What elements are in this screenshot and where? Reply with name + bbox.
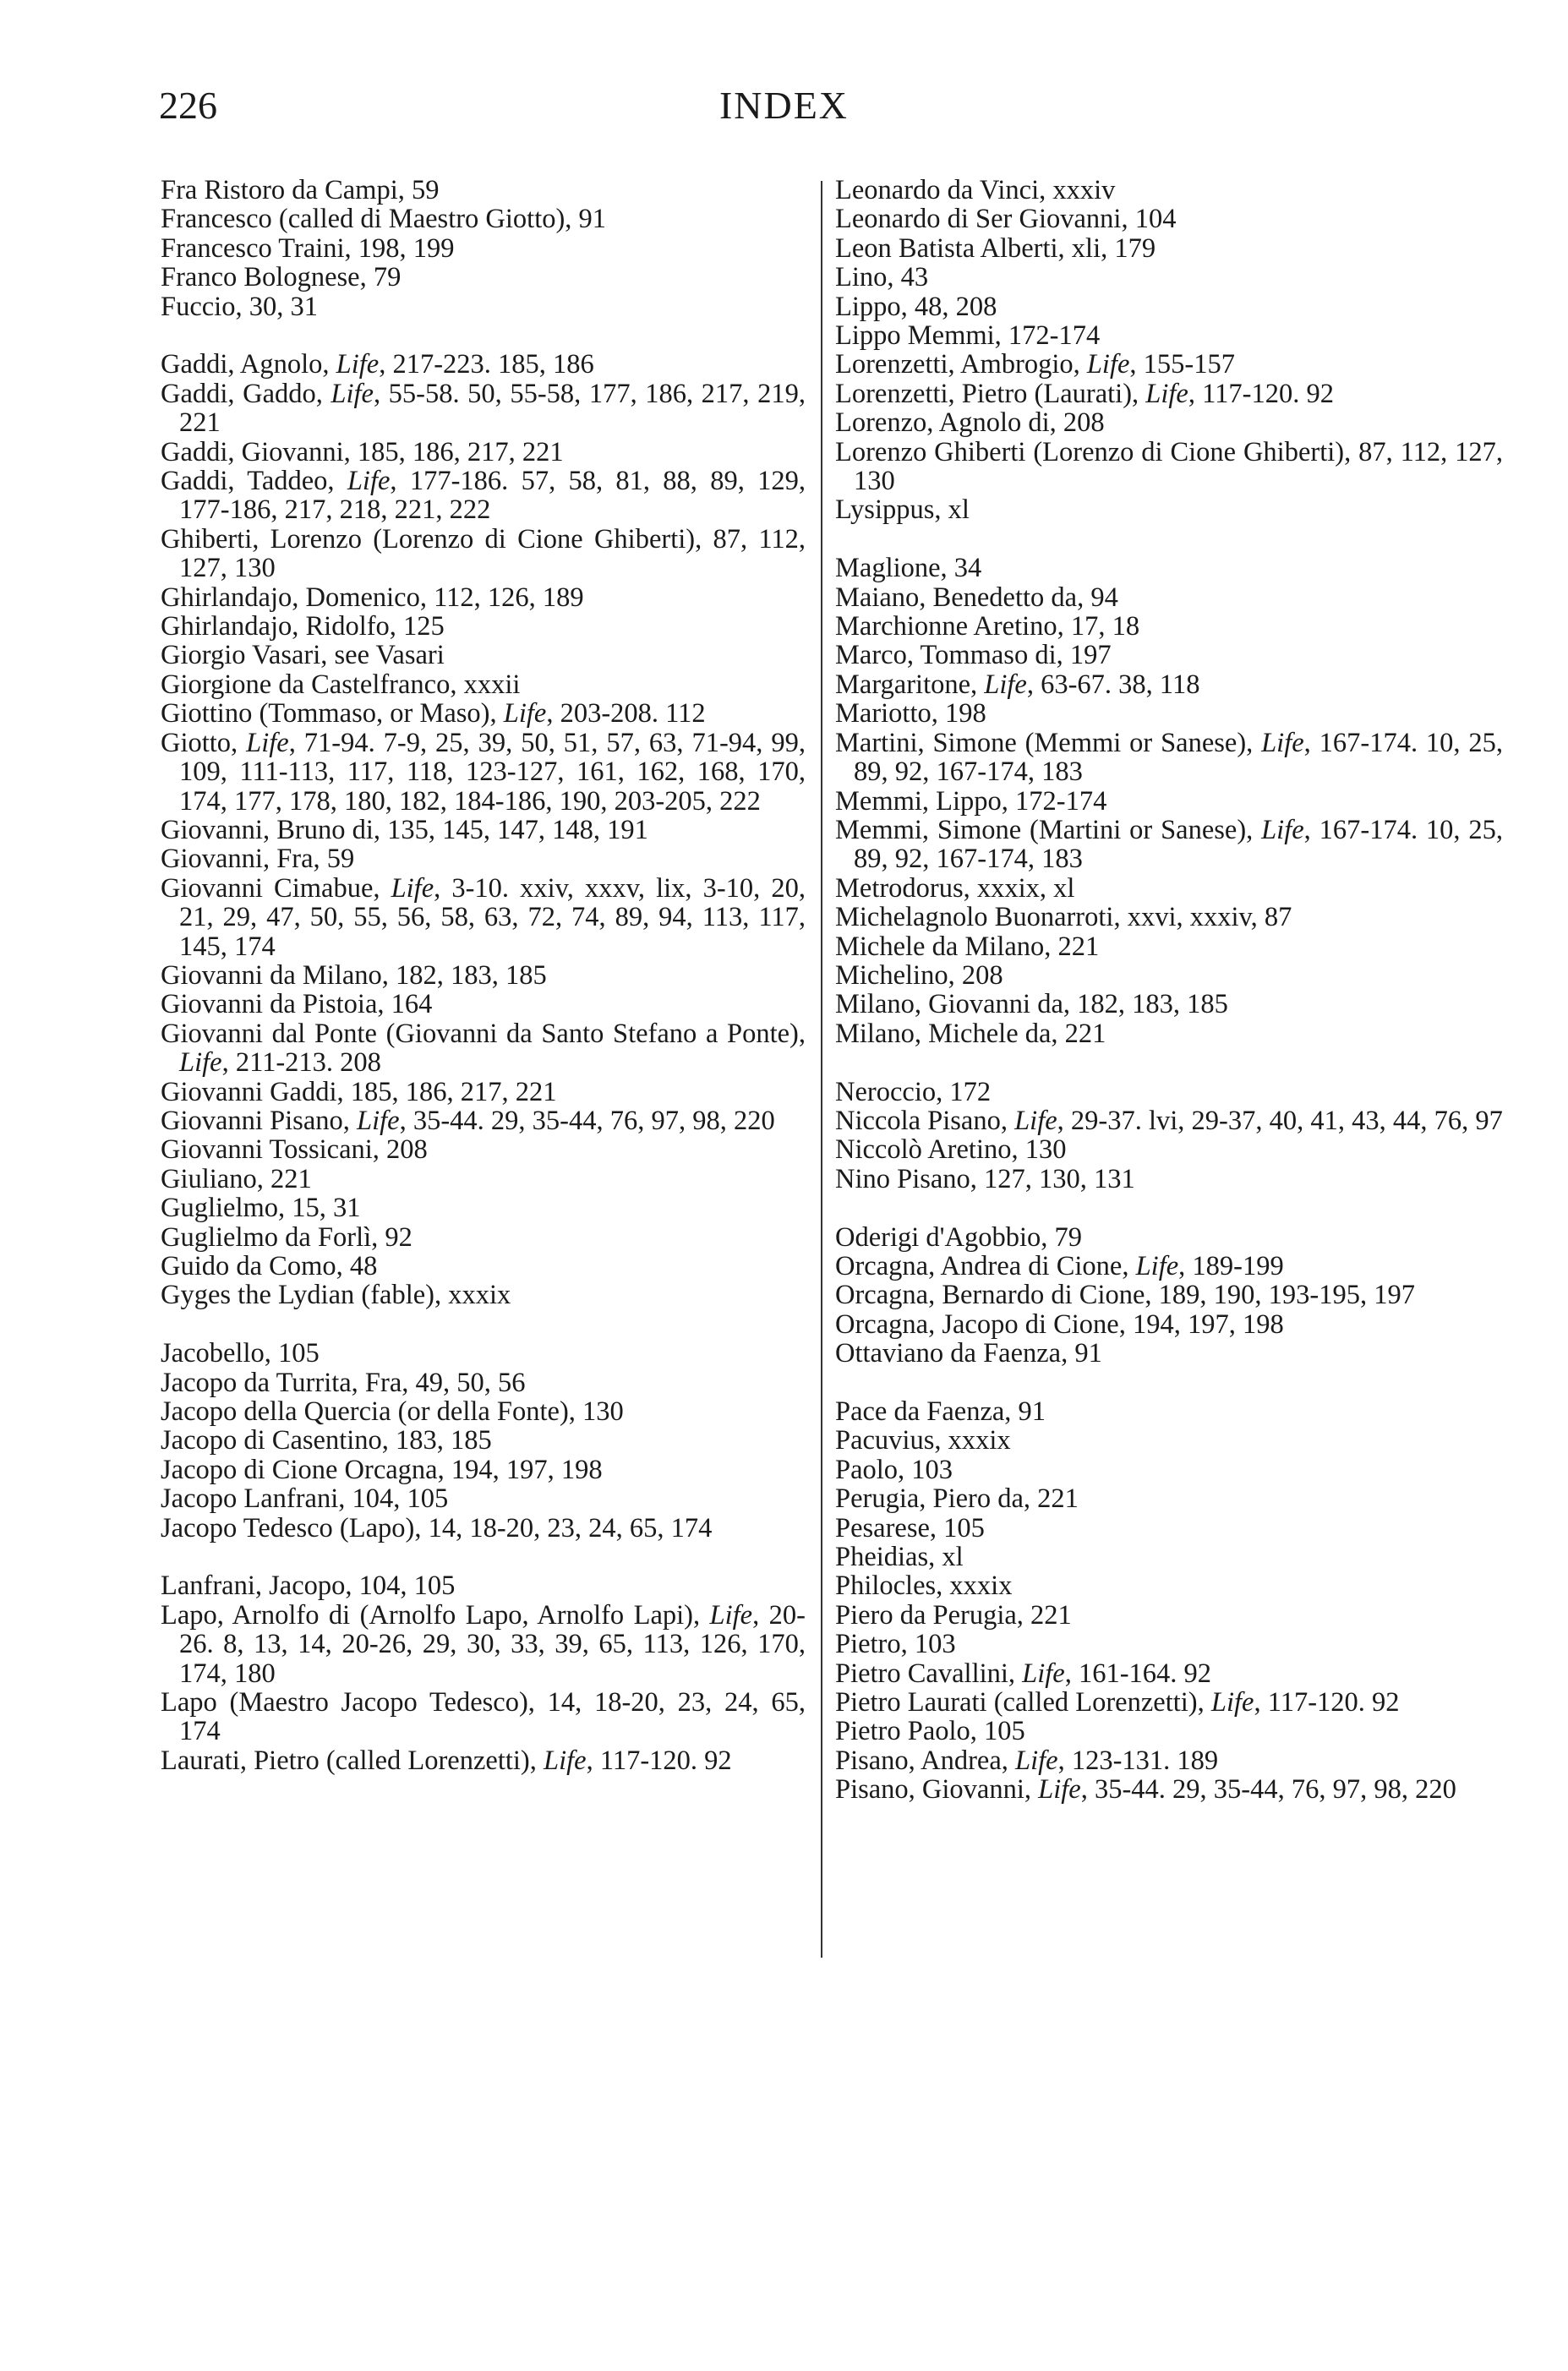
index-entry: Mariotto, 198 <box>835 698 986 729</box>
index-entry: Pacuvius, xxxix <box>835 1425 1011 1456</box>
index-entry: Giuliano, 221 <box>161 1163 312 1194</box>
index-entry: Pietro Cavallini, Life, 161-164. 92 <box>835 1658 1212 1689</box>
index-entry: Leonardo da Vinci, xxxiv <box>835 175 1116 205</box>
index-entry: Pietro Laurati (called Lorenzetti), Life, 117-120. 92 <box>835 1687 1400 1718</box>
index-entry: Piero da Perugia, 221 <box>835 1599 1072 1631</box>
index-entry: Niccolò Aretino, 130 <box>835 1134 1067 1166</box>
index-entry: Franco Bolognese, 79 <box>161 262 402 293</box>
index-entry: Orcagna, Bernardo di Cione, 189, 190, 193-195, 197 <box>835 1280 1415 1311</box>
index-entry: Gaddi, Agnolo, Life, 217-223. 185, 186 <box>161 349 594 380</box>
index-entry: Laurati, Pietro (called Lorenzetti), Life, 117-120. 92 <box>161 1745 732 1776</box>
index-entry: Niccola Pisano, Life, 29-37. lvi, 29-37, 40, 41, 43, 44, 76, 97 <box>835 1105 1503 1136</box>
page-title: INDEX <box>718 84 850 127</box>
index-entry: Francesco (called di Maestro Giotto), 91 <box>161 204 607 235</box>
index-entry: Orcagna, Andrea di Cione, Life, 189-199 <box>835 1250 1284 1281</box>
index-entry: Leon Batista Alberti, xli, 179 <box>835 232 1156 264</box>
index-entry: Maiano, Benedetto da, 94 <box>835 582 1118 613</box>
index-entry: Marco, Tommaso di, 197 <box>835 640 1112 671</box>
index-entry: Memmi, Simone (Martini or Sanese), Life, 167-174. 10, 25, 89, 92, 167-174, 183 <box>835 814 1504 875</box>
index-entry: Pisano, Andrea, Life, 123-131. 189 <box>835 1745 1219 1776</box>
index-entry: Pietro, 103 <box>835 1629 956 1660</box>
index-entry: Ghiberti, Lorenzo (Lorenzo di Cione Ghiberti), 87, 112, 127, 130 <box>161 523 806 584</box>
index-entry: Michele da Milano, 221 <box>835 931 1100 962</box>
index-entry: Jacopo Lanfrani, 104, 105 <box>161 1483 449 1515</box>
index-entry: Fuccio, 30, 31 <box>161 291 318 322</box>
index-entry: Lapo (Maestro Jacopo Tedesco), 14, 18-20, 23, 24, 65, 174 <box>161 1687 806 1747</box>
index-entry: Lorenzetti, Ambrogio, Life, 155-157 <box>835 349 1235 380</box>
index-entry: Giorgione da Castelfranco, xxxii <box>161 669 521 700</box>
index-entry: Fra Ristoro da Campi, 59 <box>161 175 440 205</box>
index-entry: Gyges the Lydian (fable), xxxix <box>161 1280 511 1311</box>
index-entry: Ottaviano da Faenza, 91 <box>835 1338 1102 1369</box>
index-entry: Pheidias, xl <box>835 1542 964 1573</box>
index-entry: Nino Pisano, 127, 130, 131 <box>835 1163 1135 1194</box>
index-entry: Jacobello, 105 <box>161 1338 320 1369</box>
group-spacer <box>835 525 1503 554</box>
index-entry: Jacopo Tedesco (Lapo), 14, 18-20, 23, 24, 65, 174 <box>161 1512 713 1543</box>
index-entry: Guglielmo da Forlì, 92 <box>161 1221 412 1253</box>
index-entry: Ghirlandajo, Ridolfo, 125 <box>161 611 445 642</box>
index-entry: Gaddi, Taddeo, Life, 177-186. 57, 58, 81, 88, 89, 129, 177-186, 217, 218, 221, 222 <box>161 466 806 526</box>
index-entry: Margaritone, Life, 63-67. 38, 118 <box>835 669 1200 700</box>
index-entry: Giovanni dal Ponte (Giovanni da Santo Stefano a Ponte), Life, 211-213. 208 <box>161 1018 806 1079</box>
index-entry: Jacopo di Cione Orcagna, 194, 197, 198 <box>161 1454 603 1485</box>
index-entry: Marchionne Aretino, 17, 18 <box>835 611 1140 642</box>
index-entry: Gaddi, Gaddo, Life, 55-58. 50, 55-58, 177, 186, 217, 219, 221 <box>161 378 806 439</box>
index-column-left <box>161 176 806 1775</box>
index-entry: Giorgio Vasari, see Vasari <box>161 640 445 671</box>
index-entry: Lippo Memmi, 172-174 <box>835 320 1101 352</box>
page-number: 226 <box>159 84 217 127</box>
index-entry: Giovanni Cimabue, Life, 3-10. xxiv, xxxv, lix, 3-10, 20, 21, 29, 47, 50, 55, 56, 58, 63, 72, 74, 89, 94, 113, 117, 145, 174 <box>161 872 806 962</box>
index-entry: Pisano, Giovanni, Life, 35-44. 29, 35-44, 76, 97, 98, 220 <box>835 1774 1456 1806</box>
column-divider <box>821 181 822 1958</box>
index-entry: Jacopo da Turrita, Fra, 49, 50, 56 <box>161 1367 526 1398</box>
index-entry: Paolo, 103 <box>835 1454 953 1485</box>
group-spacer <box>161 321 806 350</box>
index-entry: Leonardo di Ser Giovanni, 104 <box>835 204 1177 235</box>
index-entry: Lysippus, xl <box>835 494 970 526</box>
index-entry: Giovanni Tossicani, 208 <box>161 1134 428 1166</box>
index-entry: Giotto, Life, 71-94. 7-9, 25, 39, 50, 51, 57, 63, 71-94, 99, 109, 111-113, 117, 118, 123-127, 161, 162, 168, 170, 174, 177, 178, 180, 182, 184-186, 190, 203-205, 222 <box>161 727 806 817</box>
index-entry: Lorenzo, Agnolo di, 208 <box>835 407 1105 439</box>
index-entry: Gaddi, Giovanni, 185, 186, 217, 221 <box>161 436 564 467</box>
index-entry: Lippo, 48, 208 <box>835 291 997 322</box>
index-entry: Pace da Faenza, 91 <box>835 1396 1046 1427</box>
index-entry: Neroccio, 172 <box>835 1076 992 1107</box>
index-entry: Perugia, Piero da, 221 <box>835 1483 1079 1515</box>
index-entry: Giovanni, Fra, 59 <box>161 844 355 875</box>
index-entry: Pietro Paolo, 105 <box>835 1716 1025 1747</box>
index-entry: Giottino (Tommaso, or Maso), Life, 203-208. 112 <box>161 698 706 729</box>
index-entry: Michelino, 208 <box>835 959 1003 991</box>
index-entry: Guglielmo, 15, 31 <box>161 1193 361 1224</box>
group-spacer <box>835 1369 1503 1397</box>
index-entry: Giovanni da Milano, 182, 183, 185 <box>161 959 547 991</box>
index-entry: Lorenzetti, Pietro (Laurati), Life, 117-120. 92 <box>835 378 1334 409</box>
index-entry: Pesarese, 105 <box>835 1512 985 1543</box>
index-entry: Giovanni, Bruno di, 135, 145, 147, 148, 191 <box>161 814 648 845</box>
index-entry: Guido da Como, 48 <box>161 1251 378 1282</box>
index-entry: Oderigi d'Agobbio, 79 <box>835 1221 1083 1253</box>
index-entry: Giovanni Gaddi, 185, 186, 217, 221 <box>161 1076 557 1107</box>
index-entry: Metrodorus, xxxix, xl <box>835 872 1075 904</box>
index-entry: Memmi, Lippo, 172-174 <box>835 785 1107 817</box>
index-entry: Martini, Simone (Memmi or Sanese), Life, 167-174. 10, 25, 89, 92, 167-174, 183 <box>835 727 1504 788</box>
index-entry: Jacopo di Casentino, 183, 185 <box>161 1425 492 1456</box>
group-spacer <box>835 1194 1503 1222</box>
index-entry: Lorenzo Ghiberti (Lorenzo di Cione Ghiberti), 87, 112, 127, 130 <box>835 436 1503 497</box>
group-spacer <box>161 1543 806 1571</box>
index-entry: Lino, 43 <box>835 262 929 293</box>
index-column-right <box>835 176 1503 1805</box>
index-entry: Ghirlandajo, Domenico, 112, 126, 189 <box>161 582 584 613</box>
index-entry: Lanfrani, Jacopo, 104, 105 <box>161 1571 456 1602</box>
index-entry: Michelagnolo Buonarroti, xxvi, xxxiv, 87 <box>835 902 1292 933</box>
group-spacer <box>835 1048 1503 1077</box>
index-entry: Jacopo della Quercia (or della Fonte), 130 <box>161 1396 624 1428</box>
index-entry: Milano, Michele da, 221 <box>835 1018 1106 1049</box>
index-entry: Giovanni Pisano, Life, 35-44. 29, 35-44, 76, 97, 98, 220 <box>161 1105 775 1136</box>
index-entry: Milano, Giovanni da, 182, 183, 185 <box>835 989 1228 1020</box>
index-entry: Maglione, 34 <box>835 553 982 584</box>
group-spacer <box>161 1310 806 1339</box>
index-entry: Francesco Traini, 198, 199 <box>161 232 455 264</box>
index-entry: Lapo, Arnolfo di (Arnolfo Lapo, Arnolfo Lapi), Life, 20-26. 8, 13, 14, 20-26, 29, 30, 33, 39, 65, 113, 126, 170, 174, 180 <box>161 1599 806 1689</box>
index-entry: Orcagna, Jacopo di Cione, 194, 197, 198 <box>835 1308 1284 1340</box>
index-entry: Philocles, xxxix <box>835 1571 1013 1602</box>
index-entry: Giovanni da Pistoia, 164 <box>161 989 433 1020</box>
